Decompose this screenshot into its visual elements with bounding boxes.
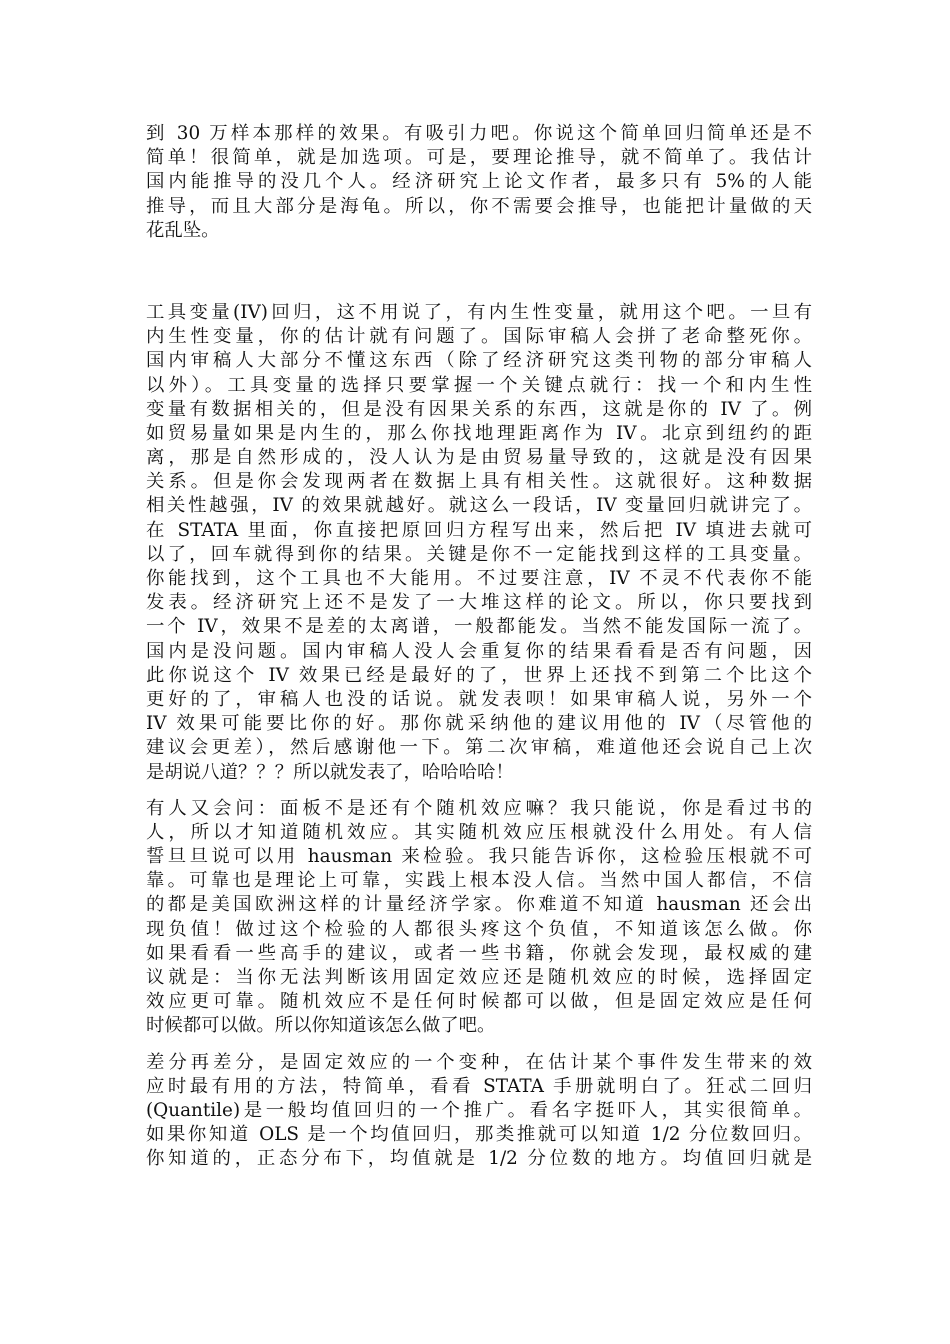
text-line: 以外）。工具变量的选择只要掌握一个关键点就行：找一个和内生性 — [146, 374, 812, 396]
text-line: 如果你知道 OLS 是一个均值回归，那类推就可以知道 1/2 分位数回归。 — [146, 1124, 812, 1146]
text-line: 内生性变量，你的估计就有问题了。国际审稿人会拼了老命整死你。 — [146, 326, 812, 348]
paragraph-sample-effect — [146, 122, 812, 243]
text-line: 现负值！做过这个检验的人都很头疼这个负值，不知道该怎么做。你 — [146, 918, 812, 940]
text-line: 议就是：当你无法判断该用固定效应还是随机效应的时候，选择固定 — [146, 967, 812, 988]
text-line: 你能找到，这个工具也不大能用。不过要注意，IV 不灵不代表你不能 — [146, 568, 812, 589]
text-line: 工具变量(IV)回归，这不用说了，有内生性变量，就用这个吧。一旦有 — [146, 301, 812, 323]
text-line: 更好的了，审稿人也没的话说。就发表呗！如果审稿人说，另外一个 — [146, 688, 812, 710]
document-body — [146, 122, 812, 1172]
text-line: 在 STATA 里面，你直接把原回归方程写出来，然后把 IV 填进去就可 — [146, 519, 812, 541]
text-line: 是胡说八道？？？所以就发表了，哈哈哈哈！ — [146, 761, 514, 783]
paragraph-random-effects — [146, 797, 812, 1039]
text-line: IV 效果可能要比你的好。那你就采纳他的建议用他的 IV（尽管他的 — [146, 713, 812, 735]
text-line: 一个 IV，效果不是差的太离谱，一般都能发。当然不能发国际一流了。 — [146, 616, 812, 638]
text-line: 国内审稿人大部分不懂这东西（除了经济研究这类刊物的部分审稿人 — [146, 350, 812, 372]
text-line: 此你说这个 IV 效果已经是最好的了，世界上还找不到第二个比这个 — [146, 664, 812, 686]
text-line: 时候都可以做。所以你知道该怎么做了吧。 — [146, 1015, 496, 1037]
text-line: 相关性越强，IV 的效果就越好。就这么一段话，IV 变量回归就讲完了。 — [146, 495, 812, 517]
text-line: 人，所以才知道随机效应。其实随机效应压根就没什么用处。有人信 — [146, 821, 812, 843]
text-line: 誓旦旦说可以用 hausman 来检验。我只能告诉你，这检验压根就不可 — [146, 846, 812, 868]
text-line: 推导，而且大部分是海龟。所以，你不需要会推导，也能把计量做的天 — [146, 195, 812, 217]
text-line: 有人又会问：面板不是还有个随机效应嘛？我只能说，你是看过书的 — [146, 797, 812, 819]
text-line: 国内是没问题。国内审稿人没人会重复你的结果看看是否有问题，因 — [146, 640, 812, 662]
text-line: 如果看看一些高手的建议，或者一些书籍，你就会发现，最权威的建 — [146, 942, 812, 964]
text-line: 花乱坠。 — [146, 219, 220, 241]
text-line: 差分再差分，是固定效应的一个变种，在估计某个事件发生带来的效 — [146, 1051, 812, 1073]
text-line: 发表。经济研究上还不是发了一大堆这样的论文。所以，你只要找到 — [146, 592, 812, 614]
paragraph-iv-regression — [146, 301, 812, 785]
text-line: 简单！很简单，就是加选项。可是，要理论推导，就不简单了。我估计 — [146, 147, 812, 169]
text-line: (Quantile)是一般均值回归的一个推广。看名字挺吓人，其实很简单。 — [146, 1099, 812, 1121]
paragraph-diff-in-diff — [146, 1051, 812, 1172]
text-line: 到 30 万样本那样的效果。有吸引力吧。你说这个简单回归简单还是不 — [146, 123, 812, 144]
text-line: 你知道的，正态分布下，均值就是 1/2 分位数的地方。均值回归就是 — [146, 1148, 812, 1170]
text-line: 建议会更差），然后感谢他一下。第二次审稿，难道他还会说自己上次 — [146, 737, 812, 759]
paragraph-gap — [146, 1039, 812, 1051]
text-line: 效应更可靠。随机效应不是任何时候都可以做，但是固定效应是任何 — [146, 991, 812, 1013]
paragraph-gap — [146, 785, 812, 797]
text-line: 如贸易量如果是内生的，那么你找地理距离作为 IV。北京到纽约的距 — [146, 422, 812, 444]
paragraph-gap — [146, 243, 812, 301]
text-line: 变量有数据相关的，但是没有因果关系的东西，这就是你的 IV 了。例 — [146, 398, 812, 420]
text-line: 关系。但是你会发现两者在数据上具有相关性。这就很好。这种数据 — [146, 471, 812, 493]
text-line: 应时最有用的方法，特简单，看看 STATA 手册就明白了。狂忒二回归 — [146, 1075, 812, 1097]
text-line: 以了，回车就得到你的结果。关键是你不一定能找到这样的工具变量。 — [146, 543, 812, 565]
text-line: 离，那是自然形成的，没人认为是由贸易量导致的，这就是没有因果 — [146, 447, 812, 469]
text-line: 的都是美国欧洲这样的计量经济学家。你难道不知道 hausman 还会出 — [146, 894, 812, 916]
text-line: 靠。可靠也是理论上可靠，实践上根本没人信。当然中国人都信，不信 — [146, 870, 812, 892]
text-line: 国内能推导的没几个人。经济研究上论文作者，最多只有 5%的人能 — [146, 171, 812, 193]
